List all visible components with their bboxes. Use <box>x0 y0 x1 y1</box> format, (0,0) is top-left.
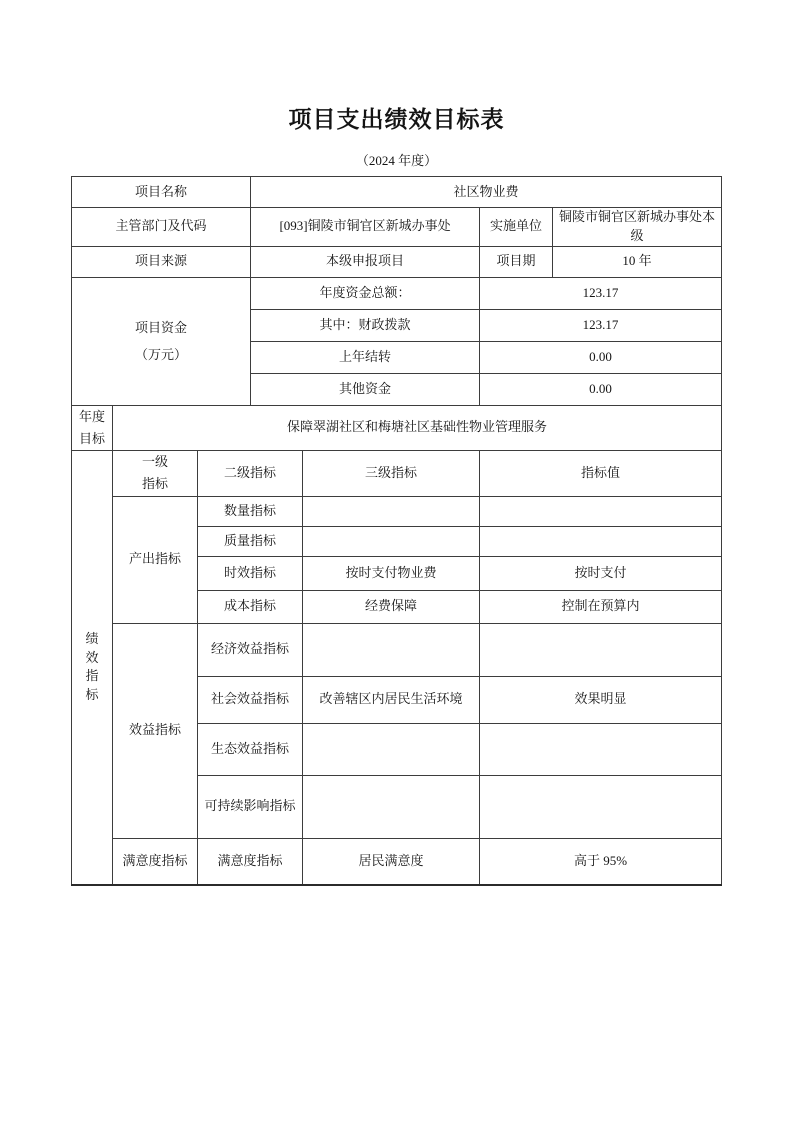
impl-unit-label: 实施单位 <box>480 208 553 247</box>
indicator-level2: 数量指标 <box>198 496 303 526</box>
group-satisfaction-label: 满意度指标 <box>113 838 198 885</box>
performance-section-label <box>72 450 113 885</box>
table-row <box>72 623 722 676</box>
header-level1-line2: 指标 <box>141 476 168 492</box>
funds-label-line1: 项目资金 <box>135 320 188 336</box>
funds-fiscal-label: 其中：财政拨款 <box>251 309 480 341</box>
table-row <box>72 208 722 247</box>
table-row <box>72 450 722 496</box>
indicator-level3 <box>303 496 480 526</box>
indicator-level2: 时效指标 <box>198 556 303 590</box>
indicator-value: 效果明显 <box>480 676 722 723</box>
header-level3: 三级指标 <box>303 450 480 496</box>
indicator-level2: 成本指标 <box>198 590 303 623</box>
table-row <box>72 177 722 208</box>
section-char: 效 <box>85 649 99 665</box>
indicator-level3: 按时支付物业费 <box>303 556 480 590</box>
indicator-level3 <box>303 775 480 838</box>
indicator-level2: 满意度指标 <box>198 838 303 885</box>
page-title: 项目支出绩效目标表 <box>288 107 505 132</box>
performance-target-table <box>71 176 722 886</box>
indicator-level3 <box>303 623 480 676</box>
funds-other-label: 其他资金 <box>251 373 480 405</box>
funds-carryover-value: 0.00 <box>480 341 722 373</box>
funds-total-label: 年度资金总额： <box>251 277 480 309</box>
funds-label-line2: （万元） <box>135 347 188 363</box>
funds-total-value: 123.17 <box>480 277 722 309</box>
group-output-label: 产出指标 <box>113 496 198 623</box>
annual-goal-label-line2: 目标 <box>78 430 105 446</box>
header-level2: 二级指标 <box>198 450 303 496</box>
funds-other-value: 0.00 <box>480 373 722 405</box>
section-char: 绩 <box>85 630 99 646</box>
annual-goal-value: 保障翠湖社区和梅塘社区基础性物业管理服务 <box>113 405 722 450</box>
dept-value: [093]铜陵市铜官区新城办事处 <box>251 208 480 247</box>
period-value: 10 年 <box>553 246 722 277</box>
source-value: 本级申报项目 <box>251 246 480 277</box>
table-row <box>72 246 722 277</box>
indicator-value <box>480 526 722 556</box>
indicator-value <box>480 723 722 775</box>
header-value: 指标值 <box>480 450 722 496</box>
dept-label: 主管部门及代码 <box>72 208 251 247</box>
table-row <box>72 838 722 885</box>
section-char: 指 <box>85 668 99 684</box>
indicator-value: 控制在预算内 <box>480 590 722 623</box>
indicator-level2: 质量指标 <box>198 526 303 556</box>
impl-unit-value: 铜陵市铜官区新城办事处本级 <box>553 208 722 247</box>
project-name-value: 社区物业费 <box>251 177 722 208</box>
source-label: 项目来源 <box>72 246 251 277</box>
indicator-value: 高于 95% <box>480 838 722 885</box>
table-row <box>72 405 722 450</box>
indicator-level2: 可持续影响指标 <box>198 775 303 838</box>
funds-label <box>72 277 251 405</box>
period-label: 项目期 <box>480 246 553 277</box>
funds-fiscal-value: 123.17 <box>480 309 722 341</box>
project-name-label: 项目名称 <box>72 177 251 208</box>
header-level1-line1: 一级 <box>141 454 168 470</box>
indicator-level3: 经费保障 <box>303 590 480 623</box>
indicator-level3 <box>303 723 480 775</box>
indicator-level2: 社会效益指标 <box>198 676 303 723</box>
indicator-value: 按时支付 <box>480 556 722 590</box>
group-benefit-label: 效益指标 <box>113 623 198 838</box>
funds-carryover-label: 上年结转 <box>251 341 480 373</box>
indicator-level2: 生态效益指标 <box>198 723 303 775</box>
annual-goal-label <box>72 405 113 450</box>
annual-goal-label-line1: 年度 <box>78 408 105 424</box>
section-char: 标 <box>85 687 99 703</box>
indicator-value <box>480 623 722 676</box>
header-level1 <box>113 450 198 496</box>
indicator-level2: 经济效益指标 <box>198 623 303 676</box>
table-row <box>72 496 722 526</box>
indicator-level3: 居民满意度 <box>303 838 480 885</box>
indicator-value <box>480 775 722 838</box>
table-row <box>72 277 722 309</box>
indicator-level3 <box>303 526 480 556</box>
page-subtitle: （2024 年度） <box>355 153 438 168</box>
indicator-value <box>480 496 722 526</box>
indicator-level3: 改善辖区内居民生活环境 <box>303 676 480 723</box>
